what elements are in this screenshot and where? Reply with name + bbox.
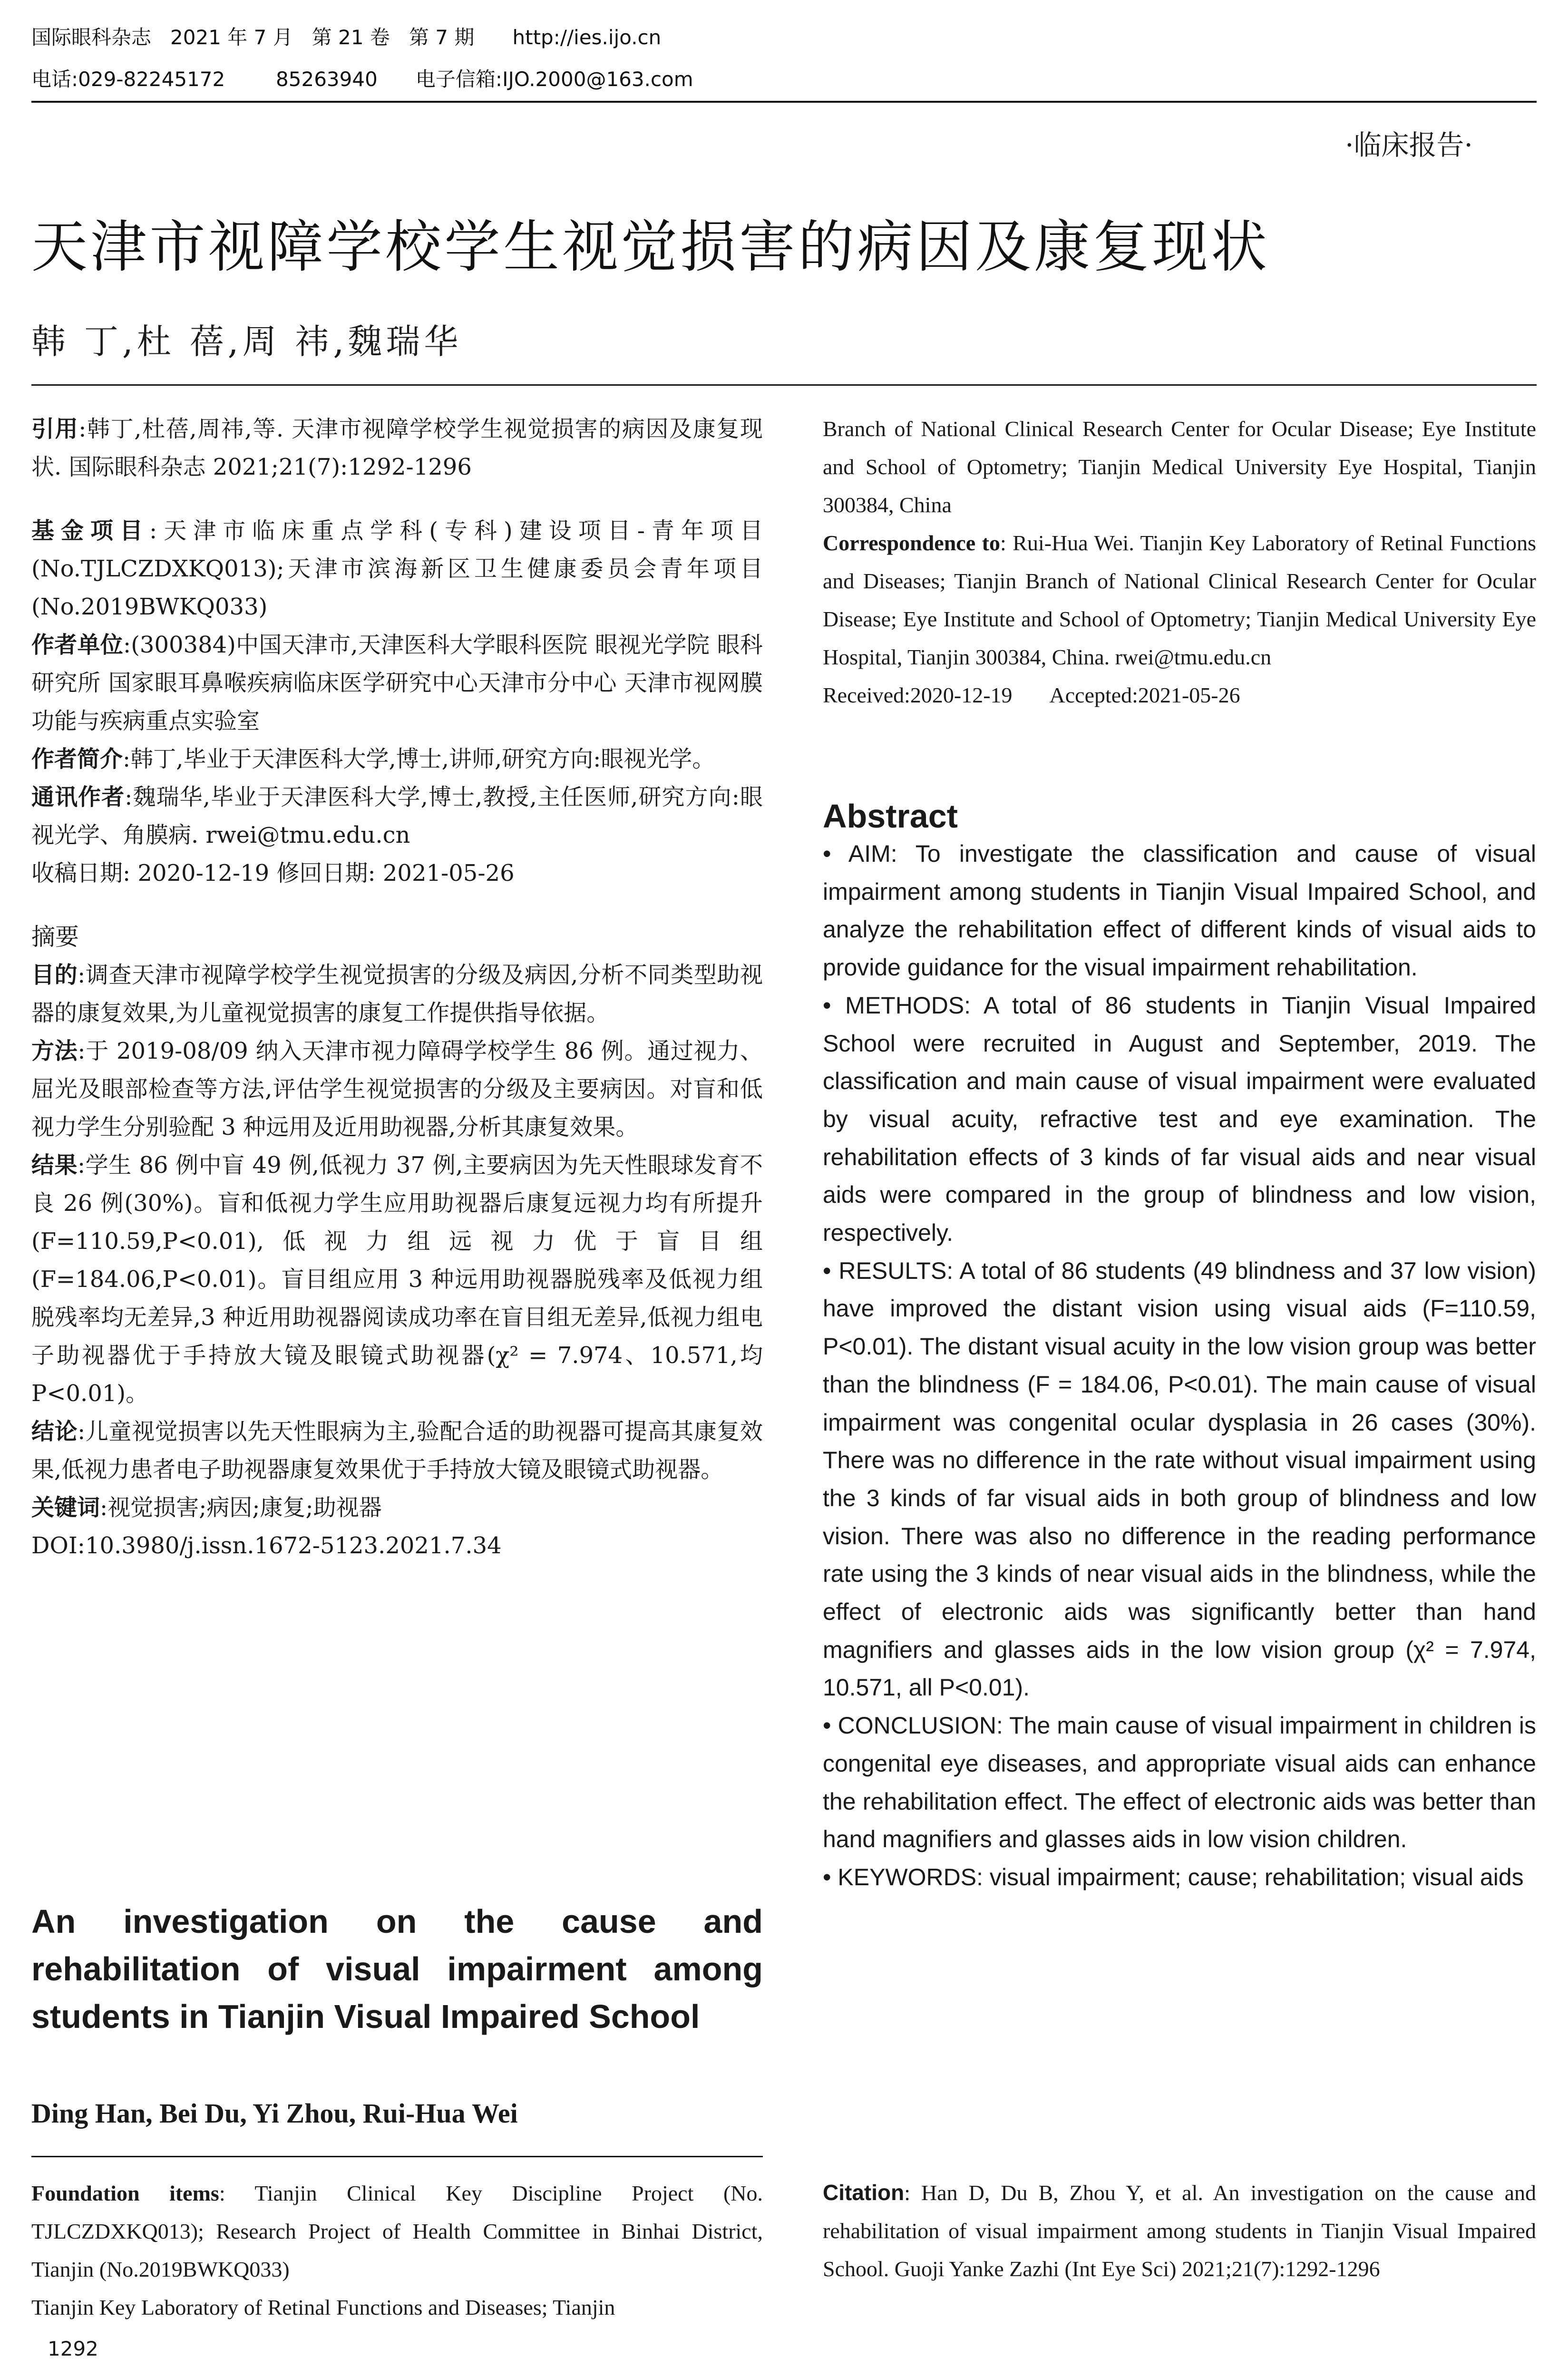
corr-cn: 通讯作者:魏瑞华,毕业于天津医科大学,博士,教授,主任医师,研究方向:眼视光学、角膜病. rwei@tmu.edu.cn xyxy=(31,784,763,848)
bio-cn: 作者简介:韩丁,毕业于天津医科大学,博士,讲师,研究方向:眼视光学。 xyxy=(31,746,715,772)
journal-header: 国际眼科杂志 2021 年 7 月 第 21 卷 第 7 期 http://ies.ijo.cn xyxy=(31,26,662,49)
dates-cn: 收稿日期: 2020-12-19 修回日期: 2021-05-26 xyxy=(31,860,515,887)
conclusion-en: • CONCLUSION: The main cause of visual impairment in children is congenital eye diseases, and appropriate visual aids can enhance the rehabilitation effect. The effect of electronic aids was better than hand magnifiers and glasses aids in low vision children. xyxy=(823,1712,1536,1853)
abstract-en xyxy=(823,797,1536,1897)
received-accepted: Received:2020-12-19 Accepted:2021-05-26 xyxy=(823,683,1240,707)
english-title: An investigation on the cause and rehabilitation of visual impairment among students in Tianjin Visual Impaired School xyxy=(31,1903,763,2035)
english-title-block xyxy=(31,1898,763,2040)
citation-cn: 引用:韩丁,杜蓓,周祎,等. 天津市视障学校学生视觉损害的病因及康复现状. 国际眼科杂志 2021;21(7):1292-1296 xyxy=(31,416,763,480)
conclusion-cn: 结论:儿童视觉损害以先天性眼病为主,验配合适的助视器可提高其康复效果,低视力患者电子助视器康复效果优于手持放大镜及眼镜式助视器。 xyxy=(31,1418,763,1483)
methods-en: • METHODS: A total of 86 students in Tianjin Visual Impaired School were recruited in August and September, 2019. The classification and main cause of visual impairment were evaluated by visual acuity, refractive test and eye examination. The rehabilitation effects of 3 kinds of far visual aids and near visual aids were compared in the group of blindness and low vision, respectively. xyxy=(823,992,1536,1247)
right-column-top xyxy=(823,410,1536,714)
correspondence: Correspondence to: Rui-Hua Wei. Tianjin Key Laboratory of Retinal Functions and Diseases; Tianjin Branch of National Clinical Research Center for Ocular Disease; Eye Institute and School of Optometry; Tianjin Medical University Eye Hospital, Tianjin 300384, China. rwei@tmu.edu.cn xyxy=(823,531,1536,669)
citation-en: Citation: Han D, Du B, Zhou Y, et al. An investigation on the cause and rehabilitation of visual impairment among students in Tianjin Visual Impaired School. Guoji Yanke Zazhi (Int Eye Sci) 2021;21(7):1292-1296 xyxy=(823,2180,1536,2281)
authors-rule xyxy=(31,2156,763,2157)
english-authors-wrap xyxy=(31,2097,763,2129)
doi: DOI:10.3980/j.issn.1672-5123.2021.7.34 xyxy=(31,1532,502,1559)
abstract-heading-cn: 摘要 xyxy=(31,923,79,951)
foundation-block xyxy=(31,2174,763,2327)
affiliation-continued: Branch of National Clinical Research Center for Ocular Disease; Eye Institute and School of Optometry; Tianjin Medical University Eye Hospital, Tianjin 300384, China xyxy=(823,417,1536,517)
results-en: • RESULTS: A total of 86 students (49 blindness and 37 low vision) have improved the distant vision using visual aids (F=110.59, P<0.01). The distant visual acuity in the low vision group was better than the blindness (F = 184.06, P<0.01). The main cause of visual impairment was congenital ocular dysplasia in 26 cases (30%). There was no difference in the rate without visual impairment using the 3 kinds of far visual aids in both group of blindness and low vision. There was also no difference in the reading performance rate using the 3 kinds of near visual aids in the blindness, while the effect of electronic aids was significantly better than hand magnifiers and glasses aids in the low vision group (χ² = 7.974, 10.571, all P<0.01). xyxy=(823,1257,1536,1701)
header-rule xyxy=(31,101,1537,103)
journal-contact: 电话:029-82245172 85263940 电子信箱:IJO.2000@163.com xyxy=(31,68,693,91)
abstract-heading: Abstract xyxy=(823,798,958,835)
affiliation-start: Tianjin Key Laboratory of Retinal Functions and Diseases; Tianjin xyxy=(31,2295,615,2319)
keywords-cn: 关键词:视觉损害;病因;康复;助视器 xyxy=(31,1494,382,1521)
article-title: 天津市视障学校学生视觉损害的病因及康复现状 xyxy=(31,214,1270,280)
foundation-items: Foundation items: Tianjin Clinical Key Discipline Project (No. TJLCZDXKQ013); Research Project of Health Committee in Binhai District, Tianjin (No.2019BWKQ033) xyxy=(31,2181,763,2281)
unit-cn: 作者单位:(300384)中国天津市,天津医科大学眼科医院 眼视光学院 眼科研究所 国家眼耳鼻喉疾病临床医学研究中心天津市分中心 天津市视网膜功能与疾病重点实验室 xyxy=(31,632,763,734)
methods-cn: 方法:于 2019-08/09 纳入天津市视力障碍学校学生 86 例。通过视力、屈光及眼部检查等方法,评估学生视觉损害的分级及主要病因。对盲和低视力学生分别验配 3 种远用及近用助视器,分析其康复效果。 xyxy=(31,1038,763,1140)
left-column xyxy=(31,410,763,1565)
section-tag: ·临床报告· xyxy=(1345,129,1473,161)
page-number: 1292 xyxy=(48,2337,98,2360)
authors-cn: 韩 丁,杜 蓓,周 祎,魏瑞华 xyxy=(31,321,462,361)
aim-cn: 目的:调查天津市视障学校学生视觉损害的分级及病因,分析不同类型助视器的康复效果,为儿童视觉损害的康复工作提供指导依据。 xyxy=(31,962,763,1026)
fund-cn: 基金项目:天津市临床重点学科(专科)建设项目-青年项目(No.TJLCZDXKQ013);天津市滨海新区卫生健康委员会青年项目(No.2019BWKQ033) xyxy=(31,517,763,620)
citation-en-block xyxy=(823,2173,1536,2288)
results-cn: 结果:学生 86 例中盲 49 例,低视力 37 例,主要病因为先天性眼球发育不良 26 例(30%)。盲和低视力学生应用助视器后康复远视力均有所提升(F=110.59,P<0.01),低视力组远视力优于盲目组(F=184.06,P<0.01)。盲目组应用 3 种远用助视器脱残率及低视力组脱残率均无差异,3 种近用助视器阅读成功率在盲目组无差异,低视力组电子助视器优于手持放大镜及眼镜式助视器(χ² = 7.974、10.571,均 P<0.01)。 xyxy=(31,1152,763,1407)
english-authors: Ding Han, Bei Du, Yi Zhou, Rui-Hua Wei xyxy=(31,2098,518,2129)
keywords-en: • KEYWORDS: visual impairment; cause; rehabilitation; visual aids xyxy=(823,1863,1524,1890)
aim-en: • AIM: To investigate the classification and cause of visual impairment among students in Tianjin Visual Impaired School, and analyze the rehabilitation effect of different kinds of visual aids to provide guidance for the visual impairment rehabilitation. xyxy=(823,840,1536,981)
title-rule xyxy=(31,384,1537,386)
